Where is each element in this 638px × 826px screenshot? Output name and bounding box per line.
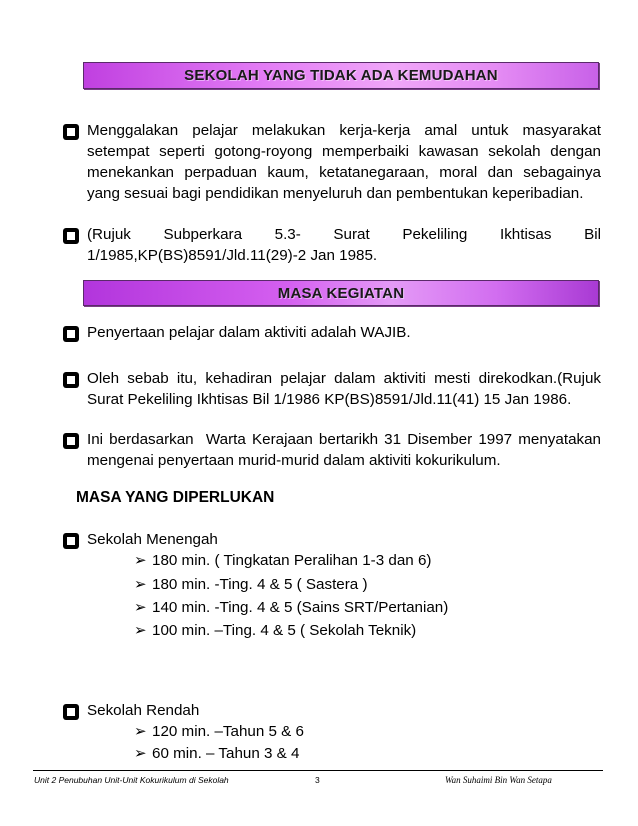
arrowhead-bullet-icon: ➢: [134, 576, 147, 593]
checkbox-bullet-icon: [62, 371, 80, 389]
paragraph-mandatory: [87, 322, 601, 343]
text-line: Surat Pekeliling Ikhtisas Bil 1/1986 KP(BS)8591/Jld.11(41) 15 Jan 1986.: [87, 391, 572, 408]
word: Pekeliling: [402, 226, 468, 243]
list-item: [134, 574, 368, 595]
list-item: [134, 597, 448, 618]
checkbox-bullet-icon: [62, 432, 80, 450]
text-line: Ini berdasarkan Warta Kerajaan bertarikh 31 Disember 1997 menyatakan: [87, 431, 601, 448]
text-line: 1/1985,KP(BS)8591/Jld.11(29)-2 Jan 1985.: [87, 247, 378, 264]
footer-unit-title: Unit 2 Penubuhan Unit-Unit Kokurikulum di Sekolah: [34, 775, 229, 785]
text-line: mengenai penyertaan murid-murid dalam aktiviti kokurikulum.: [87, 452, 501, 469]
list-item: [134, 550, 431, 571]
list-item-text: 120 min. –Tahun 5 & 6: [152, 723, 304, 740]
paragraph-attendance: [87, 368, 601, 410]
word: Surat: [333, 226, 370, 243]
footer-divider: [33, 770, 603, 771]
checkbox-bullet-icon: [62, 227, 80, 245]
paragraph-community-work: [87, 120, 601, 204]
word: Bil: [584, 226, 601, 243]
word: Subperkara: [163, 226, 243, 243]
section-banner-activity-time: [83, 280, 599, 306]
footer-author: Wan Suhaimi Bin Wan Setapa: [445, 775, 552, 785]
text-line: Oleh sebab itu, kehadiran pelajar dalam aktiviti mesti direkodkan.(Rujuk: [87, 370, 601, 387]
page-number: 3: [315, 775, 320, 785]
arrowhead-bullet-icon: ➢: [134, 745, 147, 762]
list-item-text: 60 min. – Tahun 3 & 4: [152, 745, 300, 762]
text-line: menekankan perpaduan kaum, ketatanegaraan, moral dan sebagainya: [87, 164, 601, 181]
arrowhead-bullet-icon: ➢: [134, 723, 147, 740]
text-line: Menggalakan pelajar melakukan kerja-kerja amal untuk masyarakat: [87, 122, 601, 139]
paragraph-gazette: [87, 429, 601, 471]
word: (Rujuk: [87, 226, 131, 243]
checkbox-bullet-icon: [62, 532, 80, 550]
text-line: setempat seperti gotong-royong memperbaiki kawasan sekolah dengan: [87, 143, 601, 160]
word: 5.3-: [274, 226, 301, 243]
section-heading-time-required: MASA YANG DIPERLUKAN: [76, 489, 275, 506]
checkbox-bullet-icon: [62, 123, 80, 141]
list-item: [134, 743, 299, 764]
arrowhead-bullet-icon: ➢: [134, 552, 147, 569]
list-item: [134, 620, 416, 641]
checkbox-bullet-icon: [62, 703, 80, 721]
primary-school-label: Sekolah Rendah: [87, 702, 200, 719]
checkbox-bullet-icon: [62, 325, 80, 343]
list-item-text: 140 min. -Ting. 4 & 5 (Sains SRT/Pertanian): [152, 599, 449, 616]
secondary-school-label: Sekolah Menengah: [87, 531, 218, 548]
paragraph-reference-1985: [87, 224, 601, 266]
arrowhead-bullet-icon: ➢: [134, 599, 147, 616]
text-line: yang sesuai bagi pendidikan menyeluruh dan pembentukan keperibadian.: [87, 185, 584, 202]
list-item-text: 180 min. ( Tingkatan Peralihan 1-3 dan 6): [152, 552, 432, 569]
list-item-text: 180 min. -Ting. 4 & 5 ( Sastera ): [152, 576, 368, 593]
banner-title: MASA KEGIATAN: [277, 284, 405, 302]
banner-title: SEKOLAH YANG TIDAK ADA KEMUDAHAN: [184, 67, 498, 84]
list-item-text: 100 min. –Ting. 4 & 5 ( Sekolah Teknik): [152, 622, 417, 639]
section-banner-facilities: [83, 62, 599, 89]
list-item: [134, 721, 304, 742]
text-line: [87, 224, 601, 245]
word: Ikhtisas: [499, 226, 552, 243]
text-line: Penyertaan pelajar dalam aktiviti adalah WAJIB.: [87, 324, 411, 341]
arrowhead-bullet-icon: ➢: [134, 622, 147, 639]
